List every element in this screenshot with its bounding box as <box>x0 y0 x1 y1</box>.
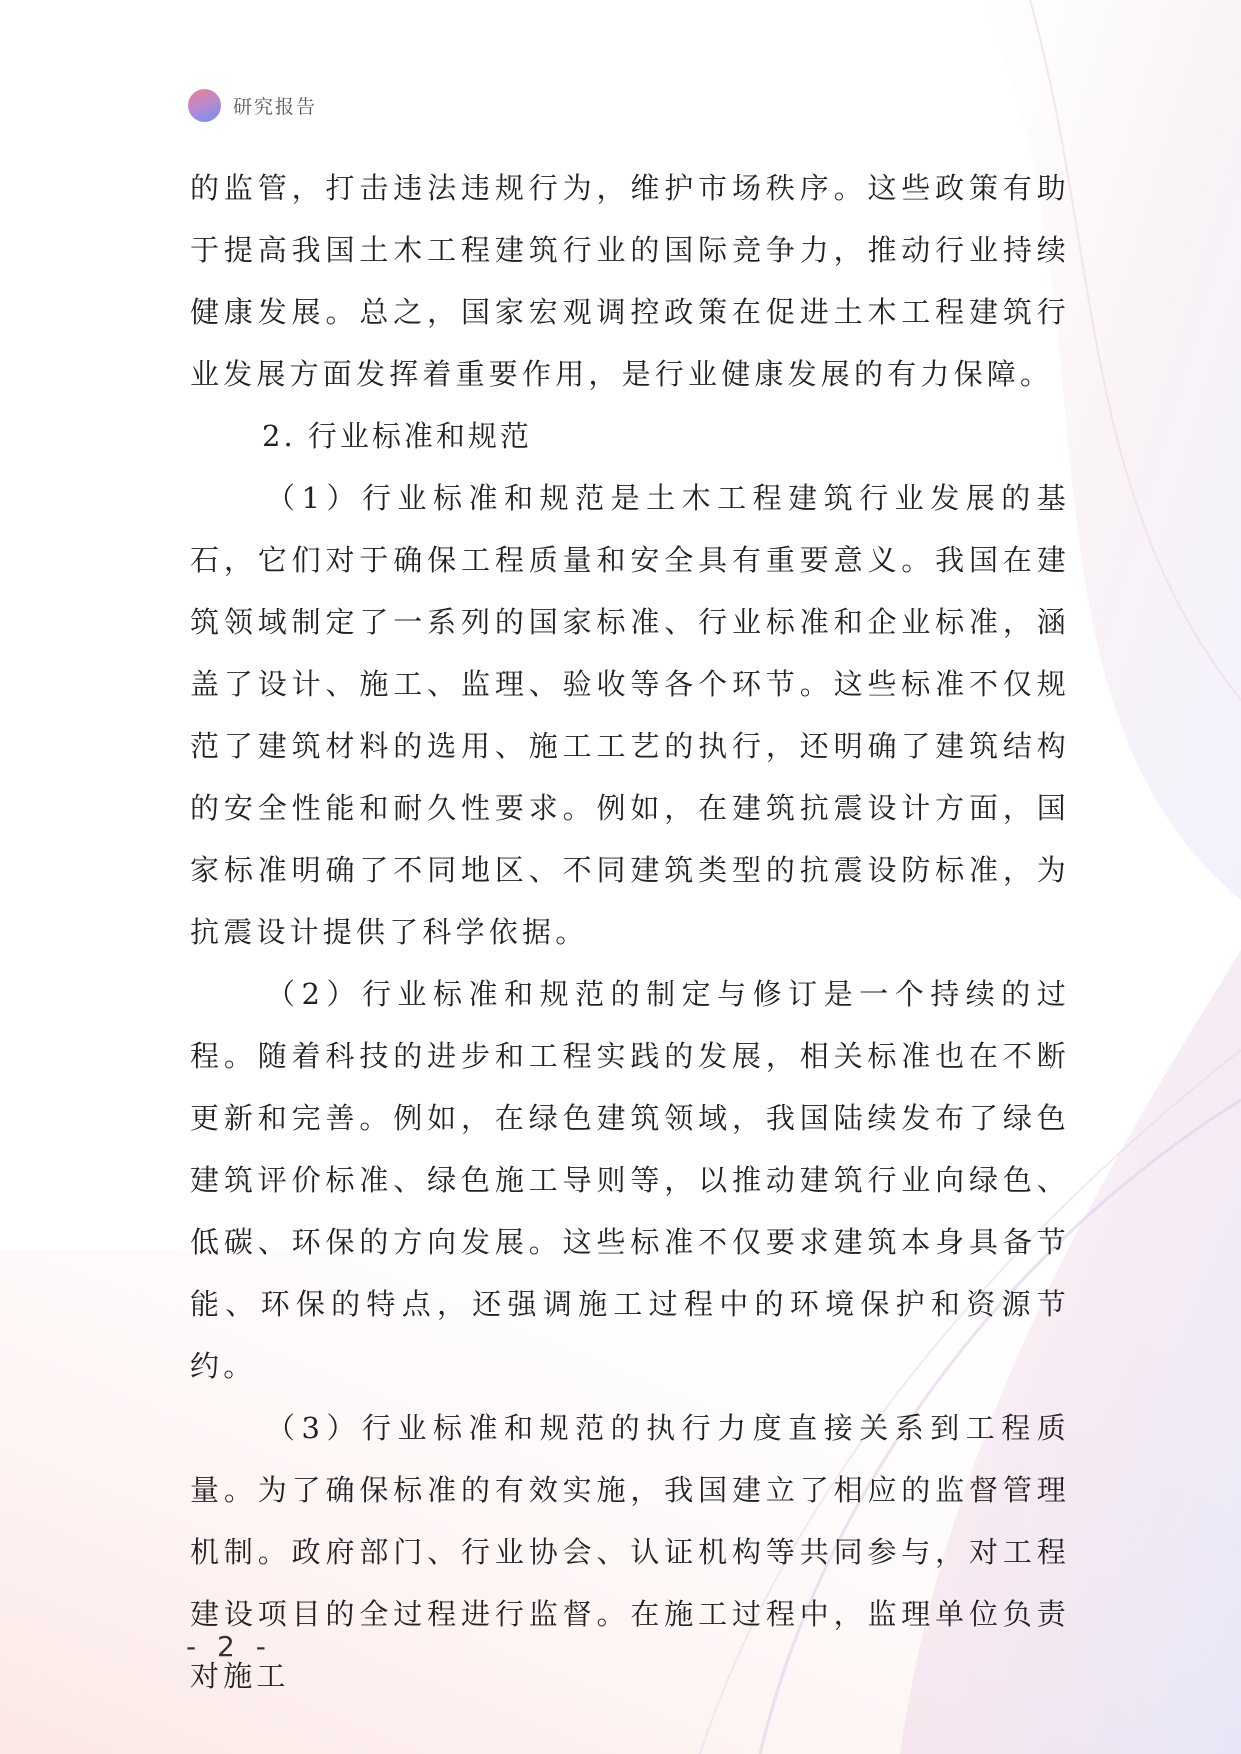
page-number: - 2 - <box>186 1630 272 1663</box>
header-title: 研究报告 <box>233 95 318 118</box>
paragraph-2: （2）行业标准和规范的制定与修订是一个持续的过程。随着科技的进步和工程实践的发展，相关标准也在不断更新和完善。例如，在绿色建筑领域，我国陆续发布了绿色建筑评价标准、绿色施工导则等，以推动建筑行业向绿色、低碳、环保的方向发展。这些标准不仅要求建筑本身具备节能、环保的特点，还强调施工过程中的环境保护和资源节约。 <box>190 977 1070 1383</box>
logo-icon <box>188 89 221 122</box>
paragraph-1: （1）行业标准和规范是土木工程建筑行业发展的基石，它们对于确保工程质量和安全具有重要意义。我国在建筑领域制定了一系列的国家标准、行业标准和企业标准，涵盖了设计、施工、监理、验收等各个环节。这些标准不仅规范了建筑材料的选用、施工工艺的执行，还明确了建筑结构的安全性能和耐久性要求。例如，在建筑抗震设计方面，国家标准明确了不同地区、不同建筑类型的抗震设防标准，为抗震设计提供了科学依据。 <box>190 481 1070 949</box>
paragraph-3: （3）行业标准和规范的执行力度直接关系到工程质量。为了确保标准的有效实施，我国建立了相应的监督管理机制。政府部门、行业协会、认证机构等共同参与，对工程建设项目的全过程进行监督。在施工过程中，监理单位负责对施工 <box>190 1411 1070 1693</box>
section-heading: 2. 行业标准和规范 <box>262 419 532 453</box>
paragraph-continued: 的监管，打击违法违规行为，维护市场秩序。这些政策有助于提高我国土木工程建筑行业的国际竞争力，推动行业持续健康发展。总之，国家宏观调控政策在促进土木工程建筑行业发展方面发挥着重要作用，是行业健康发展的有力保障。 <box>190 171 1070 391</box>
document-body <box>190 157 1070 1707</box>
report-header <box>188 88 317 122</box>
